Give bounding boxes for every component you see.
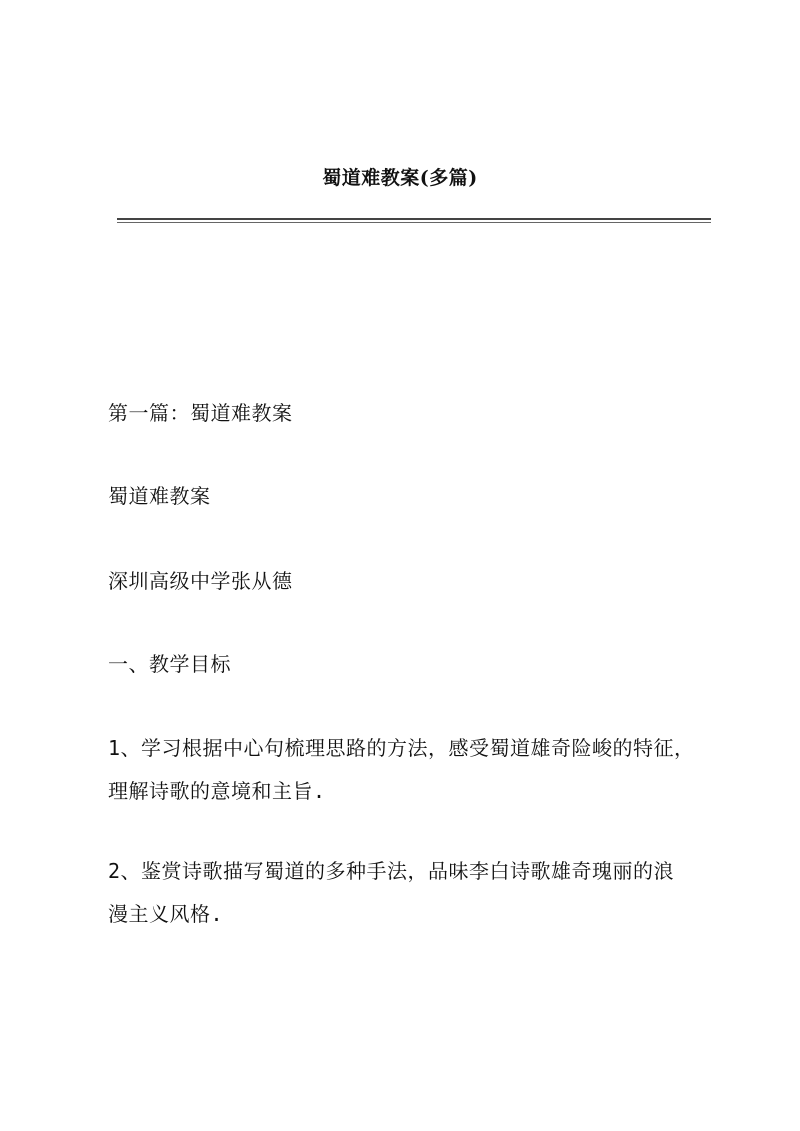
teaching-goal-2 xyxy=(108,850,708,936)
teaching-goal-2-line-2: 漫主义风格. xyxy=(108,902,224,926)
title-underline-thick xyxy=(117,218,711,220)
section-teaching-goals: 一、教学目标 xyxy=(108,652,231,676)
lesson-title: 蜀道难教案 xyxy=(108,484,211,508)
document-title: 蜀道难教案(多篇) xyxy=(322,167,478,189)
teaching-goal-1 xyxy=(108,727,708,813)
section-heading: 第一篇：蜀道难教案 xyxy=(108,401,293,425)
author-line: 深圳高级中学张从德 xyxy=(108,569,293,593)
title-underline-thin xyxy=(117,222,711,223)
teaching-goal-1-line-1: 1、学习根据中心句梳理思路的方法，感受蜀道雄奇险峻的特征， xyxy=(108,736,695,760)
teaching-goal-2-line-1: 2、鉴赏诗歌描写蜀道的多种手法，品味李白诗歌雄奇瑰丽的浪 xyxy=(108,859,675,883)
teaching-goal-1-line-2: 理解诗歌的意境和主旨. xyxy=(108,779,326,803)
